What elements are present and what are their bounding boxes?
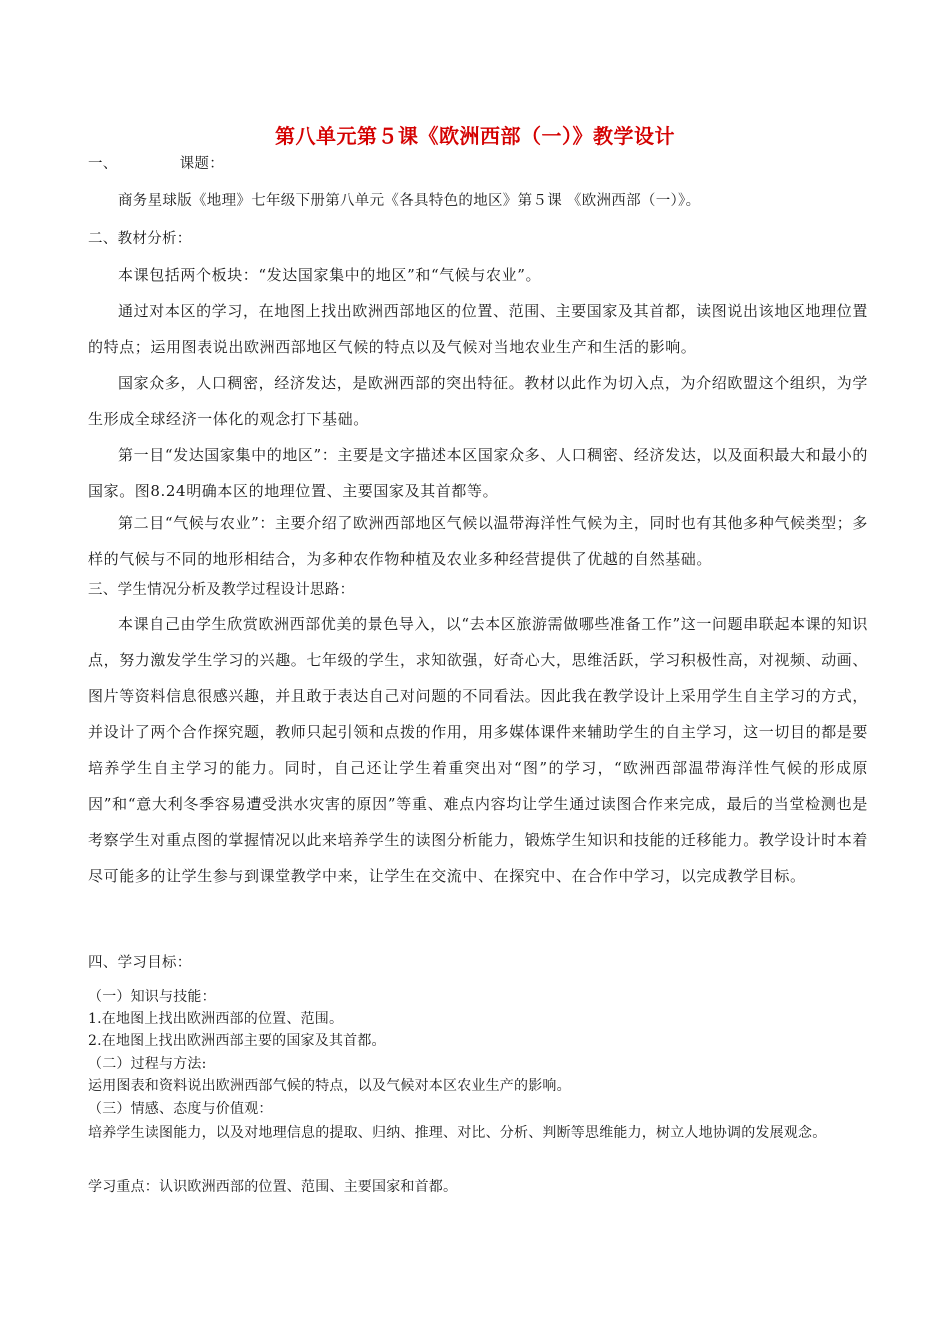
section-2-paragraph-4: 第一目“发达国家集中的地区”：主要是文字描述本区国家众多、人口稠密、经济发达，以及面积最大和最小的国家。图8.24明确本区的地理位置、主要国家及其首都等。 (88, 446, 868, 500)
section-2-heading: 二、教材分析： (88, 231, 192, 247)
objective-attitude-heading: （三）情感、态度与价值观： (88, 1101, 273, 1117)
objective-method-heading: （二）过程与方法: (88, 1056, 207, 1072)
section-1-heading (88, 153, 868, 175)
objective-attitude-item-1: 培养学生读图能力，以及对地理信息的提取、归纳、推理、对比、分析、判断等思维能力，树立人地协调的发展观念。 (88, 1125, 827, 1141)
section-2-paragraph-3: 国家众多，人口稠密，经济发达，是欧洲西部的突出特征。教材以此作为切入点，为介绍欧盟这个组织，为学生形成全球经济一体化的观念打下基础。 (88, 374, 868, 428)
objective-knowledge-heading: （一）知识与技能： (88, 989, 216, 1005)
section-1-number: 一、 (88, 156, 118, 172)
section-1-title: 课题： (179, 156, 225, 172)
section-3-paragraph-1: 本课自己由学生欣赏欧洲西部优美的景色导入，以“去本区旅游需做哪些准备工作”这一问题串联起本课的知识点，努力激发学生学习的兴趣。七年级的学生，求知欲强，好奇心大，思维活跃，学习积极性高，对视频、动画、图片等资料信息很感兴趣，并且敢于表达自己对问题的不同看法。因此我在教学设计上采用学生自主学习的方式，并设计了两个合作探究题，教师只起引领和点拨的作用，用多媒体课件来辅助学生的自主学习，这一切目的都是要培养学生自主学习的能力。同时，自己还让学生着重突出对“图”的学习，“欧洲西部温带海洋性气候的形成原因”和“意大利冬季容易遭受洪水灾害的原因”等重、难点内容均让学生通过读图合作来完成，最后的当堂检测也是考察学生对重点图的掌握情况以此来培养学生的读图分析能力，锻炼学生知识和技能的迁移能力。教学设计时本着尽可能多的让学生参与到课堂教学中来，让学生在交流中、在探究中、在合作中学习，以完成教学目标。 (88, 615, 869, 885)
document-title: 第八单元第５课《欧洲西部（一）》教学设计 (275, 124, 675, 148)
section-2-paragraph-1: 本课包括两个板块：“发达国家集中的地区”和“气候与农业”。 (118, 266, 542, 284)
objective-knowledge-item-2: 2.在地图上找出欧洲西部主要的国家及其首都。 (88, 1033, 386, 1049)
key-point: 学习重点：认识欧洲西部的位置、范围、主要国家和首都。 (88, 1179, 458, 1195)
section-1-content: 商务星球版《地理》七年级下册第八单元《各具特色的地区》第５课 《欧洲西部（一）》。 (118, 193, 701, 209)
section-2-paragraph-5: 第二目“气候与农业”：主要介绍了欧洲西部地区气候以温带海洋性气候为主，同时也有其他多种气候类型；多样的气候与不同的地形相结合，为多种农作物种植及农业多种经营提供了优越的自然基础。 (88, 514, 868, 568)
objective-method-item-1: 运用图表和资料说出欧洲西部气候的特点，以及气候对本区农业生产的影响。 (88, 1078, 571, 1094)
section-3-heading: 三、学生情况分析及教学过程设计思路： (88, 582, 355, 598)
objective-knowledge-item-1: 1.在地图上找出欧洲西部的位置、范围。 (88, 1011, 344, 1027)
section-4-heading: 四、学习目标： (88, 955, 192, 971)
section-2-paragraph-2: 通过对本区的学习，在地图上找出欧洲西部地区的位置、范围、主要国家及其首都，读图说出该地区地理位置的特点；运用图表说出欧洲西部地区气候的特点以及气候对当地农业生产和生活的影响。 (88, 302, 868, 356)
